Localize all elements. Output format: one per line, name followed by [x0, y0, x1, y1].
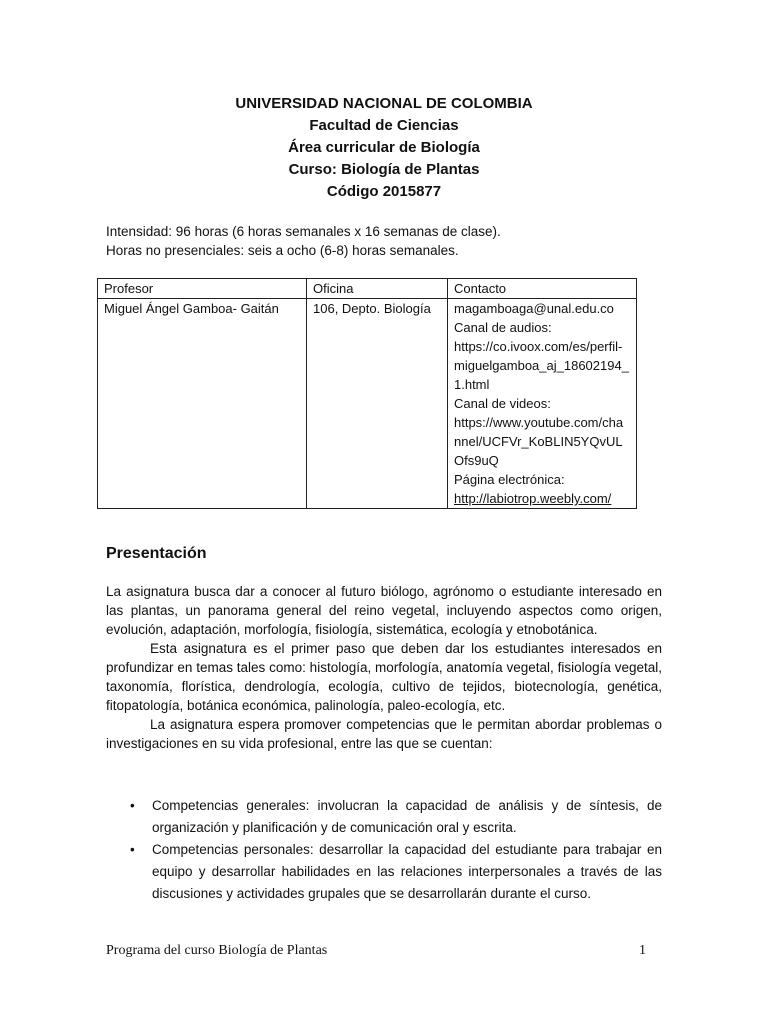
office-location: 106, Depto. Biología	[307, 299, 448, 509]
professor-name: Miguel Ángel Gamboa- Gaitán	[98, 299, 307, 509]
audio-channel-url[interactable]: https://co.ivoox.com/es/perfil-miguelgamboa_aj_18602194_1.html	[454, 339, 629, 392]
bullet-icon: •	[130, 798, 135, 813]
presentation-paragraph-3: La asignatura espera promover competencias que le permitan abordar problemas o investigaciones en su vida profesional, entre las que se cuentan:	[106, 717, 662, 751]
competency-personal: Competencias personales: desarrollar la capacidad del estudiante para trabajar en equipo y desarrollar habilidades en las relaciones interpersonales a través de las discusiones y actividades grupales que se desarrollarán durante el curso.	[152, 842, 662, 901]
course-meta	[106, 222, 666, 260]
footer-text: Programa del curso Biología de Plantas	[106, 943, 328, 958]
university-name: UNIVERSIDAD NACIONAL DE COLOMBIA	[235, 95, 533, 112]
contact-email[interactable]: magamboaga@unal.edu.co	[454, 301, 614, 316]
bullet-icon: •	[130, 842, 135, 857]
contact-cell	[448, 299, 637, 509]
presentation-paragraph-2: Esta asignatura es el primer paso que deben dar los estudiantes interesados en profundizar en temas tales como: histología, morfología, anatomía vegetal, fisiología vegetal, taxonomía, florística, dendrología, ecología, cultivo de tejidos, biotecnología, genética, fitopatología, botánica económica, palinología, paleo-ecología, etc.	[106, 641, 662, 713]
audio-channel-label: Canal de audios:	[454, 320, 552, 335]
video-channel-url[interactable]: https://www.youtube.com/channel/UCFVr_KoBLIN5YQvULOfs9uQ	[454, 415, 624, 468]
competencies-list	[106, 795, 662, 905]
header-contact: Contacto	[448, 279, 637, 299]
list-item	[106, 839, 662, 905]
course-title: Curso: Biología de Plantas	[288, 161, 480, 178]
page-footer	[106, 943, 646, 959]
intensity-line: Intensidad: 96 horas (6 horas semanales x 16 semanas de clase).	[106, 224, 501, 239]
course-code: Código 2015877	[326, 183, 442, 200]
web-page-label: Página electrónica:	[454, 472, 565, 487]
video-channel-label: Canal de videos:	[454, 396, 551, 411]
header-office: Oficina	[307, 279, 448, 299]
document-header	[0, 93, 768, 203]
presentation-body	[106, 582, 662, 753]
competency-general: Competencias generales: involucran la capacidad de análisis y de síntesis, de organización y planificación y de comunicación oral y escrita.	[152, 798, 662, 835]
table-row	[98, 299, 637, 509]
presentation-paragraph-1: La asignatura busca dar a conocer al futuro biólogo, agrónomo o estudiante interesado en las plantas, un panorama general del reino vegetal, incluyendo aspectos como origen, evolución, adaptación, morfología, fisiología, sistemática, ecología y etnobotánica.	[106, 584, 662, 637]
faculty-name: Facultad de Ciencias	[309, 117, 459, 134]
curricular-area: Área curricular de Biología	[288, 139, 480, 156]
table-header-row	[98, 279, 637, 299]
page-number: 1	[639, 943, 646, 958]
list-item	[106, 795, 662, 839]
staff-table	[97, 278, 637, 509]
header-professor: Profesor	[98, 279, 307, 299]
web-page-link[interactable]: http://labiotrop.weebly.com/	[454, 491, 612, 506]
presentation-heading: Presentación	[106, 545, 207, 562]
offline-hours-line: Horas no presenciales: seis a ocho (6-8) horas semanales.	[106, 243, 459, 258]
